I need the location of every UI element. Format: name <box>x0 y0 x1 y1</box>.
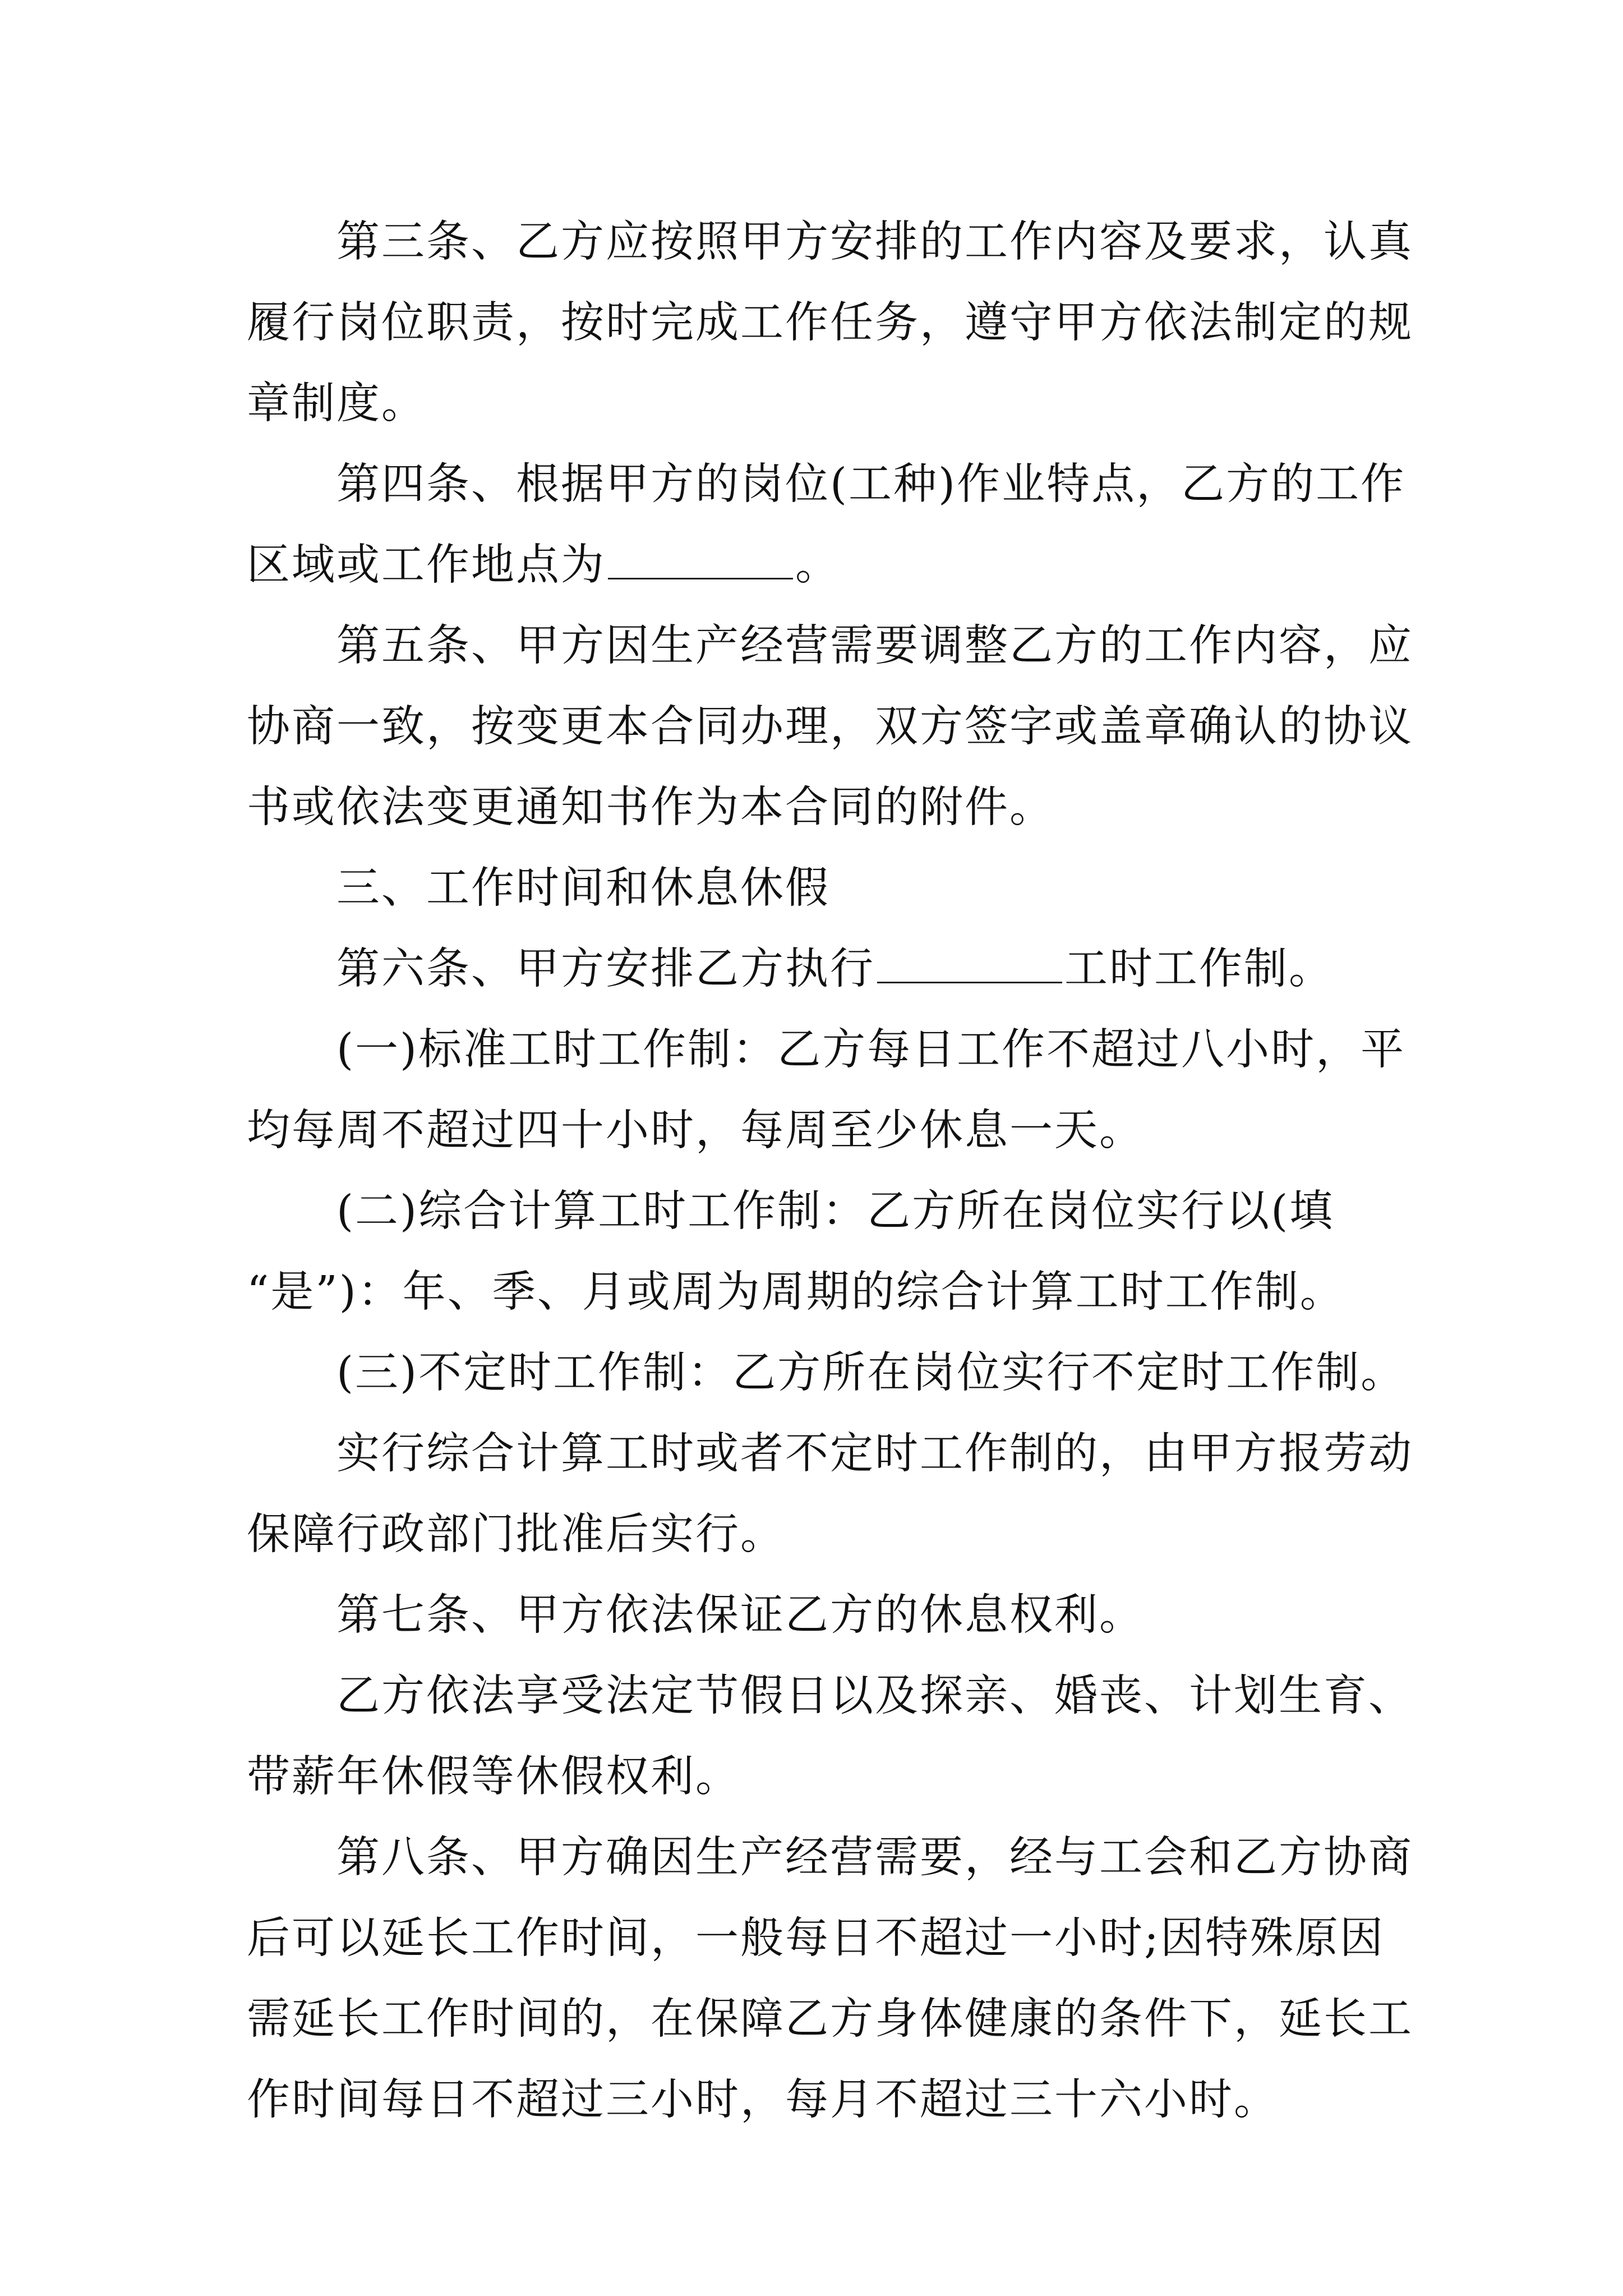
article-5-line-1: 第五条、甲方因生产经营需要调整乙方的工作内容，应 <box>336 621 1413 671</box>
work-location-blank-field[interactable] <box>608 544 793 579</box>
article-6-line <box>247 929 1396 1010</box>
article-6-text-after-blank: 工时工作制。 <box>1064 944 1334 994</box>
document-body <box>247 202 1413 2141</box>
article-8-line-2: 后可以延长工作时间，一般每日不超过一小时;因特殊原因 <box>247 1913 1385 1963</box>
section-3-heading: 三、工作时间和休息休假 <box>336 863 830 913</box>
article-6-1-paragraph <box>247 1010 1406 1171</box>
article-5-line-2: 协商一致，按变更本合同办理，双方签字或盖章确认的协议 <box>247 702 1413 752</box>
article-8-paragraph <box>247 1818 1413 2141</box>
article-6-1-line-1: (一)标准工时工作制：乙方每日工作不超过八小时，平 <box>336 1025 1406 1075</box>
article-4-line-2 <box>247 525 1396 606</box>
article-6-3-line: (三)不定时工作制：乙方所在岗位实行不定时工作制。 <box>336 1348 1406 1398</box>
article-5-line-3: 书或依法变更通知书作为本合同的附件。 <box>247 783 1054 832</box>
article-4-line-1: 第四条、根据甲方的岗位(工种)作业特点，乙方的工作 <box>336 459 1406 509</box>
article-8-line-1: 第八条、甲方确因生产经营需要，经与工会和乙方协商 <box>336 1833 1413 1883</box>
article-3-paragraph <box>247 202 1413 444</box>
article-6-note-paragraph <box>247 1414 1413 1575</box>
article-3-line-1: 第三条、乙方应按照甲方安排的工作内容及要求，认真 <box>336 217 1413 267</box>
article-8-line-4: 作时间每日不超过三小时，每月不超过三十六小时。 <box>247 2075 1279 2125</box>
article-6-2-line-2: “是”)：年、季、月或周为周期的综合计算工时工作制。 <box>247 1267 1345 1317</box>
article-8-line-3: 需延长工作时间的，在保障乙方身体健康的条件下，延长工 <box>247 1994 1413 2044</box>
working-hours-system-blank-field[interactable] <box>877 948 1062 983</box>
article-4-text-before-blank: 区域或工作地点为 <box>247 540 606 590</box>
article-4-text-after-blank: 。 <box>795 540 840 590</box>
article-6-2-line-1: (二)综合计算工时工作制：乙方所在岗位实行以(填 <box>336 1186 1335 1236</box>
article-7-detail-line-1: 乙方依法享受法定节假日以及探亲、婚丧、计划生育、 <box>336 1671 1413 1721</box>
article-6-1-line-2: 均每周不超过四十小时，每周至少休息一天。 <box>247 1106 1144 1156</box>
article-6-text-before-blank: 第六条、甲方安排乙方执行 <box>336 944 875 994</box>
article-7-detail-paragraph <box>247 1656 1413 1818</box>
article-7-detail-line-2: 带薪年休假等休假权利。 <box>247 1752 740 1802</box>
article-6-note-line-2: 保障行政部门批准后实行。 <box>247 1510 785 1559</box>
article-3-line-2: 履行岗位职责，按时完成工作任务，遵守甲方依法制定的规 <box>247 298 1413 348</box>
article-4-paragraph <box>247 444 1406 606</box>
article-7-line: 第七条、甲方依法保证乙方的休息权利。 <box>336 1590 1144 1640</box>
article-5-paragraph <box>247 606 1413 848</box>
article-6-note-line-1: 实行综合计算工时或者不定时工作制的，由甲方报劳动 <box>336 1429 1413 1479</box>
article-6-2-paragraph <box>247 1171 1396 1333</box>
article-3-line-3: 章制度。 <box>247 379 426 429</box>
